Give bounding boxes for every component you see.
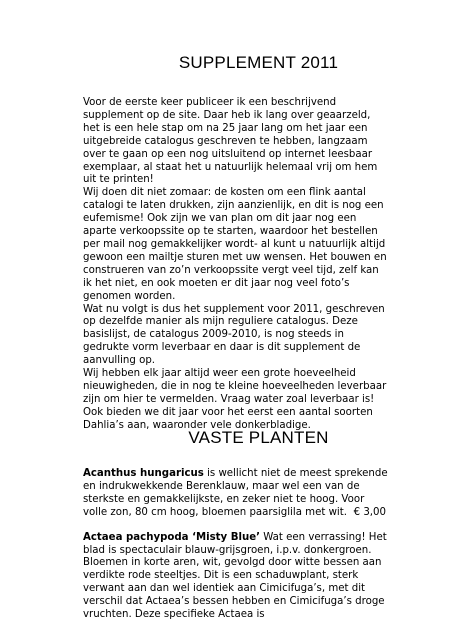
plant-entry xyxy=(83,468,388,520)
plant-description: Wat een verrassing! Het blad is spectaculair blauw-grijsgroen, i.p.v. donkergroen. Bloemen in korte aren, wit, gevolgd door witte bessen aan verdikte rode steeltjes. Dit is een schaduwplant, sterk verwant aan dan wel identiek aan Cimicifuga’s, met dit verschil dat Actaea’s bessen hebben en Cimicifuga’s droge vruchten. Deze specifieke Actaea is xyxy=(83,531,387,621)
plant-entry xyxy=(83,532,388,622)
intro-paragraph: Wij hebben elk jaar altijd weer een grote hoeveelheid nieuwigheden, die in nog te kleine hoeveelheden leverbaar zijn om hier te vermelden. Vraag water zoal leverbaar is! Ook bieden we dit jaar voor het eerst een aantal soorten Dahlia’s aan, waaronder vele donkerbladige. xyxy=(83,368,387,431)
supplement-title: SUPPLEMENT 2011 xyxy=(178,53,339,72)
supplement-intro xyxy=(83,97,388,433)
plant-entries xyxy=(83,468,388,634)
intro-paragraph: Wat nu volgt is dus het supplement voor 2011, geschreven op dezelfde manier als mijn reguliere catalogus. Deze basislijst, de catalogus 2009-2010, is nog steeds in gedrukte vorm leverbaar en daar is dit supplement de aanvulling op. xyxy=(83,303,385,367)
plant-name: Acanthus hungaricus xyxy=(83,468,204,479)
intro-paragraph: Voor de eerste keer publiceer ik een beschrijvend supplement op de site. Daar heb ik lang over geaarzeld, het is een hele stap om na 25 jaar lang om het jaar een uitgebreide catalogus geschreven te hebben, langzaam over te gaan op een nog uitsluitend op internet leesbaar exemplaar, al staat het u natuurlijk helemaal vrij om hem uit te printen! xyxy=(83,97,378,186)
plant-name: Actaea pachypoda ‘Misty Blue’ xyxy=(83,531,261,543)
intro-paragraph: Wij doen dit niet zomaar: de kosten om een flink aantal catalogi te laten drukken, zijn aanzienlijk, en dit is nog een eufemisme! Ook zijn we van plan om dit jaar nog een aparte verkoopssite op te starten, waardoor het bestellen per mail nog gemakkelijker wordt- al kunt u natuurlijk altijd gewoon een mailtje sturen met uw wensen. Het bouwen en construeren van zo’n verkoopssite vergt veel tijd, zelf kan ik het niet, en ook moeten er dit jaar nog veel foto’s genomen worden. xyxy=(83,187,387,302)
plant-description: is wellicht niet de meest sprekende en indrukwekkende Berenklauw, maar wel een van de sterkste en gemakkelijkste, en zeker niet te hoog. Voor volle zon, 80 cm hoog, bloemen paarsiglila met wit. xyxy=(83,468,388,518)
plant-price: € 3,00 xyxy=(353,506,386,518)
section-title-vaste-planten: VASTE PLANTEN xyxy=(188,428,329,447)
